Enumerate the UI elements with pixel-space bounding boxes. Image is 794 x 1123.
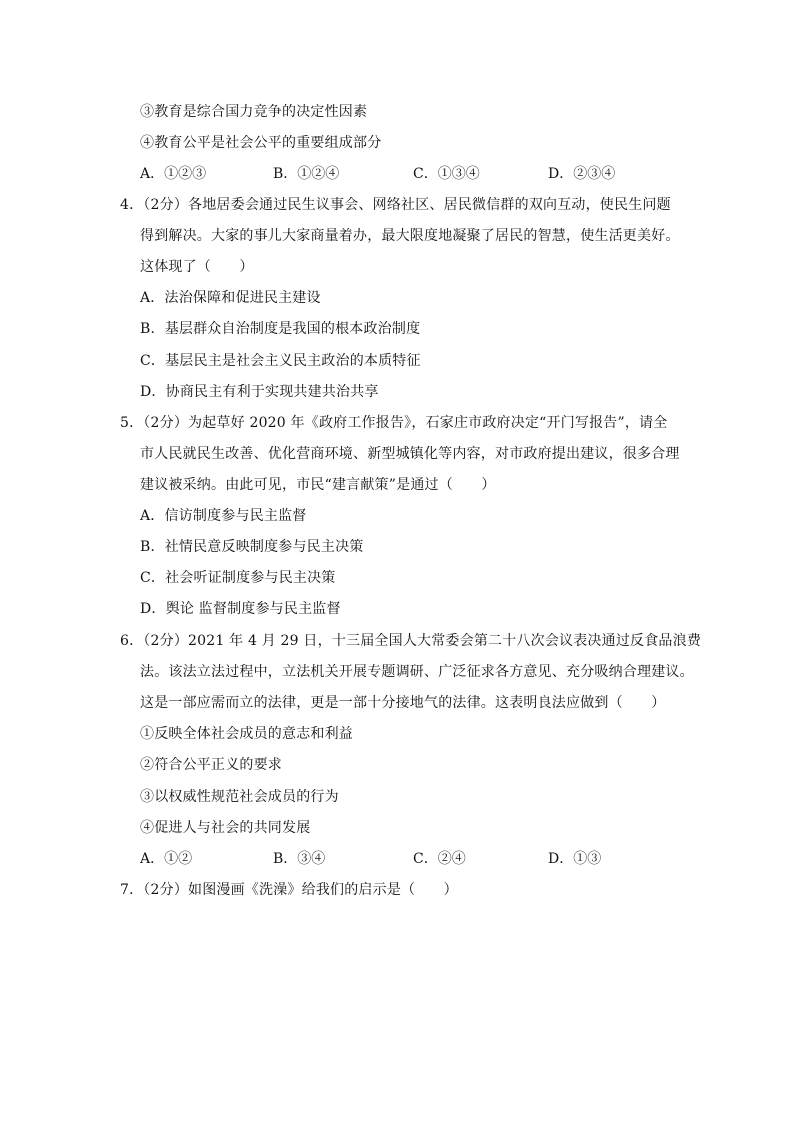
q6-item-3: ③以权威性规范社会成员的行为 [140,789,339,805]
q4-option-b[interactable]: B．基层群众自治制度是我国的根本政治制度 [140,321,421,337]
q7-stem-line-1: 7．（2分）如图漫画《洗澡》给我们的启示是（ ） [120,882,458,898]
q3-option-d[interactable]: D．②③④ [548,166,616,182]
q4-stem-line-1: 4．（2分）各地居委会通过民生议事会、网络社区、居民微信群的双向互动，使民生问题 [120,197,671,213]
q5-option-b[interactable]: B．社情民意反映制度参与民主决策 [140,539,364,555]
q3-item-4: ④教育公平是社会公平的重要组成部分 [140,135,382,151]
q6-option-d[interactable]: D．①③ [548,851,602,867]
q3-option-a[interactable]: A．①②③ [140,166,207,182]
q3-options [140,164,740,184]
q6-item-1: ①反映全体社会成员的意志和利益 [140,726,353,742]
q6-options [140,849,740,869]
q4-option-a[interactable]: A．法治保障和促进民主建设 [140,290,321,306]
q3-item-3: ③教育是综合国力竞争的决定性因素 [140,104,368,120]
q3-option-b[interactable]: B．①②④ [273,166,340,182]
q5-option-a[interactable]: A．信访制度参与民主监督 [140,508,307,524]
q5-stem-line-1: 5．（2分）为起草好 2020 年《政府工作报告》，石家庄市政府决定“开门写报告”，请全 [120,415,668,431]
q6-option-a[interactable]: A．①② [140,851,193,867]
q6-option-b[interactable]: B．③④ [273,851,326,867]
q5-option-c[interactable]: C．社会听证制度参与民主决策 [140,570,336,586]
q5-stem-line-3: 建议被采纳。由此可见，市民“建言献策”是通过（ ） [140,477,496,493]
q4-stem-line-3: 这体现了（ ） [140,259,254,275]
q5-option-d[interactable]: D．舆论 监督制度参与民主监督 [140,601,341,617]
q3-option-c[interactable]: C．①③④ [413,166,480,182]
q6-option-c[interactable]: C．②④ [413,851,466,867]
q5-stem-line-2: 市人民就民生改善、优化营商环境、新型城镇化等内容，对市政府提出建议，很多合理 [140,446,680,462]
q6-item-2: ②符合公平正义的要求 [140,757,282,773]
q4-stem-line-2: 得到解决。大家的事儿大家商量着办，最大限度地凝聚了居民的智慧，使生活更美好。 [140,228,680,244]
q4-option-d[interactable]: D．协商民主有利于实现共建共治共享 [140,384,379,400]
q6-stem-line-3: 这是一部应需而立的法律，更是一部十分接地气的法律。这表明良法应做到（ ） [140,695,666,711]
q6-stem-line-2: 法。该法立法过程中，立法机关开展专题调研、广泛征求各方意见、充分吸纳合理建议。 [140,664,694,680]
q4-option-c[interactable]: C．基层民主是社会主义民主政治的本质特征 [140,353,421,369]
q6-item-4: ④促进人与社会的共同发展 [140,820,311,836]
q6-stem-line-1: 6．（2分）2021 年 4 月 29 日，十三届全国人大常委会第二十八次会议表决通过反食品浪费 [120,633,702,649]
